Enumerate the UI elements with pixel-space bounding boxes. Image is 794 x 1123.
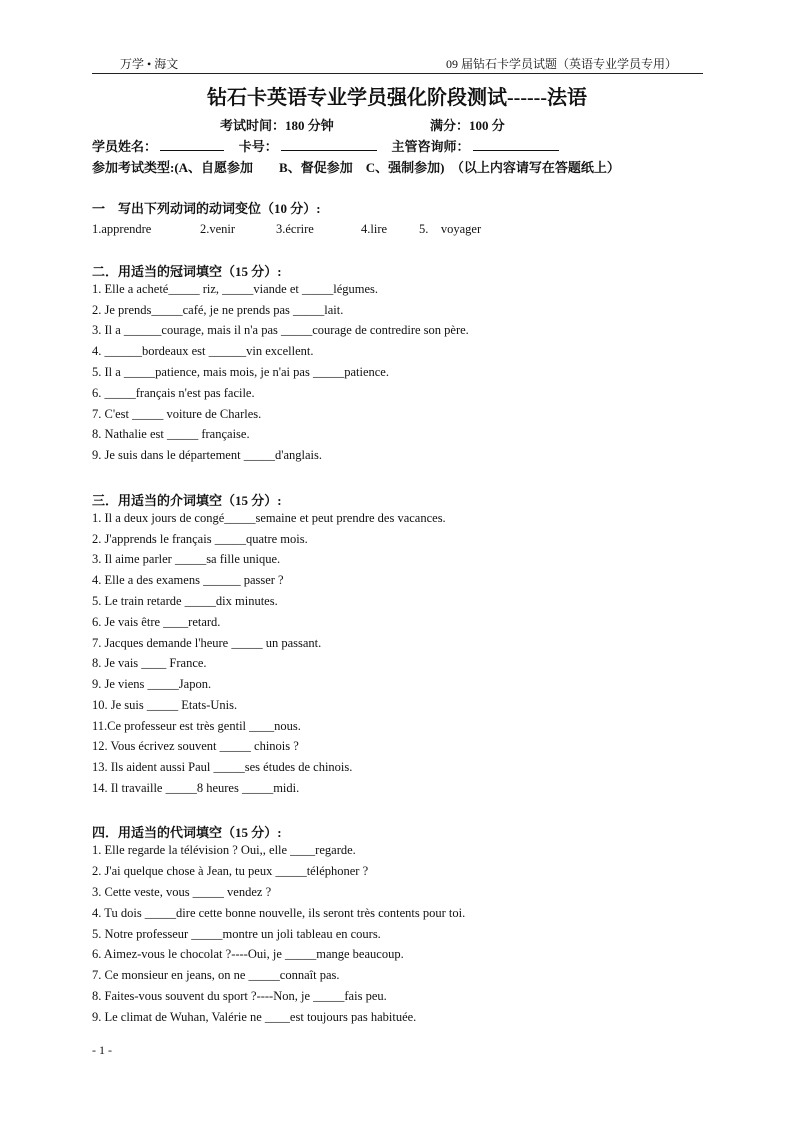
list-item: 1. Elle a acheté_____ riz, _____viande et _____légumes.: [92, 282, 379, 296]
list-item: 7. Jacques demande l'heure _____ un passant.: [92, 636, 322, 650]
list-item: 12. Vous écrivez souvent _____ chinois ?: [92, 739, 299, 753]
list-item: 7. C'est _____ voiture de Charles.: [92, 407, 262, 421]
list-item: 13. Ils aident aussi Paul _____ses études de chinois.: [92, 760, 353, 774]
list-item: 6. _____français n'est pas facile.: [92, 386, 255, 400]
list-item: 8. Je vais ____ France.: [92, 656, 207, 670]
section2-heading: 二．用适当的冠词填空（15 分）:: [92, 264, 282, 279]
list-item: 7. Ce monsieur en jeans, on ne _____connaît pas.: [92, 968, 340, 982]
exam-time: 考试时间：180 分钟: [220, 118, 334, 133]
verb-item: 1.apprendre: [92, 222, 152, 236]
name-label: 学员姓名：: [92, 139, 158, 154]
verb-list: [92, 219, 481, 237]
exam-type-line: 参加考试类型:(A、自愿参加 B、督促参加 C、强制参加) （以上内容请写在答题纸上）: [92, 160, 620, 175]
list-item: 5. Notre professeur _____montre un joli tableau en cours.: [92, 927, 381, 941]
verb-item: 5. voyager: [419, 222, 482, 236]
list-item: 9. Je suis dans le département _____d'anglais.: [92, 448, 322, 462]
section4-heading: 四．用适当的代词填空（15 分）:: [92, 825, 282, 840]
list-item: 9. Le climat de Wuhan, Valérie ne ____est toujours pas habituée.: [92, 1010, 417, 1024]
list-item: 14. Il travaille _____8 heures _____midi.: [92, 781, 300, 795]
list-item: 4. ______bordeaux est ______vin excellent.: [92, 344, 314, 358]
card-label: 卡号：: [238, 139, 278, 154]
header-left: 万学 • 海文: [120, 57, 179, 71]
list-item: 3. Il aime parler _____sa fille unique.: [92, 552, 281, 566]
header-rule: [92, 73, 703, 74]
list-item: 5. Le train retarde _____dix minutes.: [92, 594, 278, 608]
list-item: 11.Ce professeur est très gentil ____nous.: [92, 719, 301, 733]
list-item: 3. Cette veste, vous _____ vendez ?: [92, 885, 272, 899]
list-item: 10. Je suis _____ Etats-Unis.: [92, 698, 238, 712]
list-item: 3. Il a ______courage, mais il n'a pas _____courage de contredire son père.: [92, 323, 469, 337]
verb-item: 3.écrire: [276, 222, 314, 236]
name-blank: [160, 138, 224, 151]
list-item: 4. Tu dois _____dire cette bonne nouvelle, ils seront très contents pour toi.: [92, 906, 466, 920]
advisor-label: 主管咨询师：: [391, 139, 470, 154]
verb-item: 2.venir: [200, 222, 236, 236]
list-item: 2. Je prends_____café, je ne prends pas _____lait.: [92, 303, 344, 317]
list-item: 8. Faites-vous souvent du sport ?----Non, je _____fais peu.: [92, 989, 387, 1003]
verb-item: 4.lire: [361, 222, 388, 236]
card-blank: [281, 138, 377, 151]
list-item: 2. J'apprends le français _____quatre mois.: [92, 532, 308, 546]
student-info-row: [92, 136, 559, 155]
list-item: 5. Il a _____patience, mais mois, je n'ai pas _____patience.: [92, 365, 389, 379]
list-item: 2. J'ai quelque chose à Jean, tu peux _____téléphoner ?: [92, 864, 369, 878]
list-item: 1. Il a deux jours de congé_____semaine et peut prendre des vacances.: [92, 511, 446, 525]
section1-heading: 一 写出下列动词的动词变位（10 分）:: [92, 201, 321, 216]
list-item: 9. Je viens _____Japon.: [92, 677, 212, 691]
page-number: - 1 -: [92, 1043, 112, 1057]
list-item: 6. Aimez-vous le chocolat ?----Oui, je _____mange beaucoup.: [92, 947, 404, 961]
list-item: 6. Je vais être ____retard.: [92, 615, 221, 629]
section3-heading: 三．用适当的介词填空（15 分）:: [92, 493, 282, 508]
exam-score: 满分：100 分: [430, 118, 505, 133]
list-item: 4. Elle a des examens ______ passer ?: [92, 573, 284, 587]
list-item: 1. Elle regarde la télévision ? Oui,, elle ____regarde.: [92, 843, 356, 857]
list-item: 8. Nathalie est _____ française.: [92, 427, 250, 441]
header-right: 09 届钻石卡学员试题（英语专业学员专用）: [446, 57, 678, 71]
page-title: 钻石卡英语专业学员强化阶段测试------法语: [207, 87, 587, 109]
advisor-blank: [473, 138, 559, 151]
